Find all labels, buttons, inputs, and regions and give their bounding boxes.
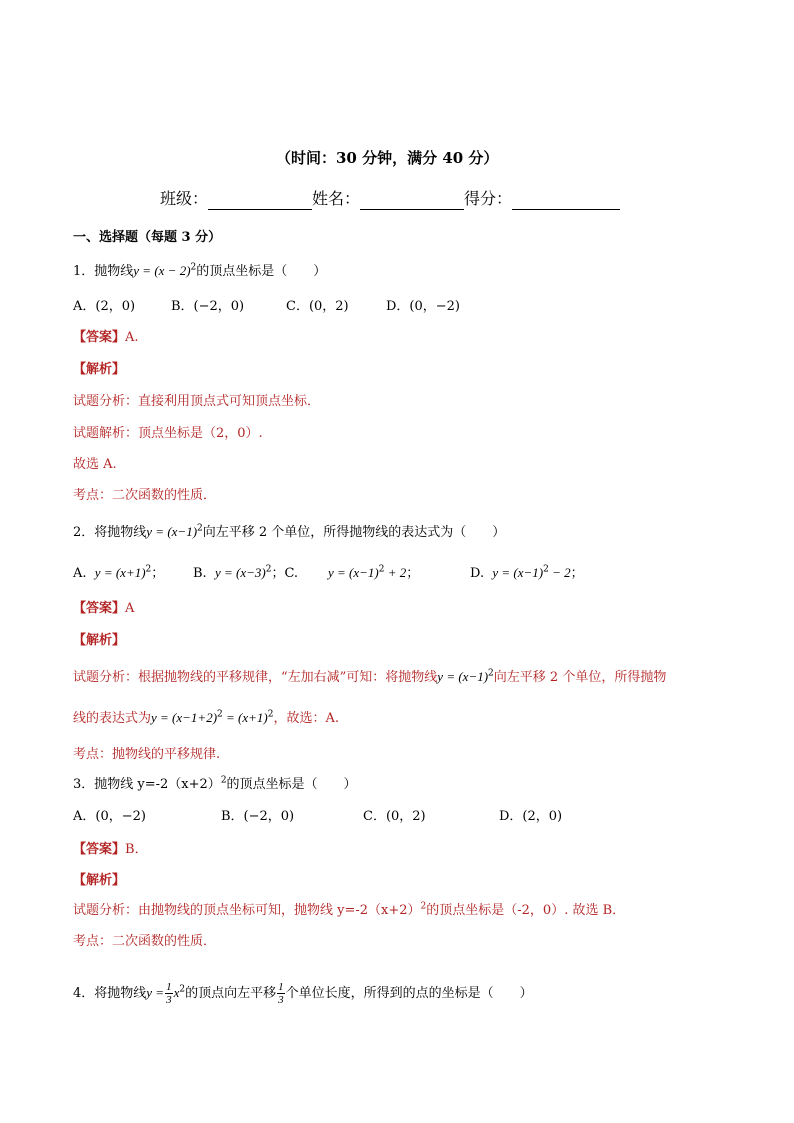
- q4-stem: [73, 978, 533, 1009]
- q2-stem-text: 2．将抛物线: [73, 525, 147, 540]
- q4-stem-text-end: 个单位长度，所得到的点的坐标是（ ）: [285, 986, 533, 1001]
- q2-stem: [73, 523, 505, 542]
- q4-fraction-shift: $\frac{1}{3}$: [278, 981, 284, 1006]
- student-info-row: [160, 188, 620, 210]
- q3-exponent: 2: [220, 775, 227, 786]
- class-field[interactable]: [208, 193, 312, 210]
- q1-answer-value: A.: [125, 330, 139, 345]
- q1-option-b: B．(−2，0): [171, 299, 245, 314]
- q1-option-c: C．(0，2): [286, 299, 349, 314]
- q2-answer: [73, 600, 134, 618]
- section-title: 一、选择题（每题 3 分）: [73, 230, 222, 245]
- q2-option-c: $y = (x-1)^2 + 2$；: [328, 564, 420, 581]
- q1-analysis-tag: 【解析】: [73, 362, 126, 377]
- q1-option-d: D．(0，−2): [386, 299, 461, 314]
- q2-stem-text-end: 向左平移 2 个单位，所得抛物线的表达式为（ ）: [202, 525, 506, 540]
- q1-answer-tag: 【答案】: [73, 330, 126, 345]
- q1-analysis-2: 试题解析：顶点坐标是（2，0）.: [73, 426, 263, 441]
- q3-answer-value: B．: [125, 842, 148, 857]
- q2-exponent: 2: [197, 523, 203, 534]
- q2-option-d: D. $y = (x-1)^2 - 2$；: [470, 564, 584, 581]
- q2-point: 考点：抛物线的平移规律.: [73, 747, 221, 762]
- q4-exponent: 2: [179, 984, 186, 995]
- q1-stem: [73, 262, 326, 281]
- q3-option-c: C．(0，2): [363, 809, 426, 824]
- q3-stem-text-end: 的顶点坐标是（ ）: [226, 777, 357, 792]
- q1-answer: [73, 329, 139, 347]
- q1-formula: y = (x − 2): [133, 263, 191, 278]
- q4-formula-x: x: [173, 985, 180, 1000]
- score-label: 得分：: [464, 189, 513, 208]
- time-info: （时间：30 分钟，满分 40 分）: [276, 149, 499, 167]
- q2-answer-tag: 【答案】: [73, 601, 126, 616]
- q1-stem-text: 1．抛物线: [73, 264, 134, 279]
- q1-stem-text-end: 的顶点坐标是（ ）: [196, 264, 327, 279]
- q2-option-b: B. $y = (x-3)^2$；C.: [193, 564, 299, 581]
- name-label: 姓名：: [312, 189, 361, 208]
- q3-stem-text: 3．抛物线 y=-2（x+2）: [73, 777, 221, 792]
- q3-point: 考点：二次函数的性质．: [73, 934, 217, 949]
- q4-stem-text: 4．将抛物线: [73, 986, 147, 1001]
- q1-option-a: A．(2，0): [73, 299, 136, 314]
- q3-option-d: D．(2，0): [499, 809, 563, 824]
- q2-analysis-2: 线的表达式为$y = (x-1+2)^2 = (x+1)^2$，故选：A.: [73, 709, 340, 726]
- q1-choose: 故选 A.: [73, 457, 117, 472]
- q3-option-a: A．(0，−2): [73, 809, 146, 824]
- q3-analysis-tag: 【解析】: [73, 873, 126, 888]
- q1-analysis-1: 试题分析：直接利用顶点式可知顶点坐标．: [73, 394, 321, 409]
- q1-exponent: 2: [190, 262, 197, 273]
- score-field[interactable]: [512, 193, 620, 210]
- q2-analysis-1: 试题分析：根据抛物线的平移规律，“左加右减”可知：将抛物线$y = (x-1)^2$向左平移 2 个单位，所得抛物: [73, 668, 667, 685]
- q3-answer: [73, 841, 148, 859]
- q3-option-b: B．(−2，0): [221, 809, 295, 824]
- name-field[interactable]: [360, 193, 464, 210]
- q1-point: 考点：二次函数的性质．: [73, 488, 217, 503]
- q4-fraction: $\frac{1}{3}$: [166, 981, 172, 1006]
- q4-formula-y: y =: [146, 985, 165, 1000]
- q3-stem: [73, 776, 357, 794]
- q3-answer-tag: 【答案】: [73, 842, 126, 857]
- q4-stem-text-mid: 的顶点向左平移: [185, 986, 277, 1001]
- q2-formula: y = (x−1): [146, 524, 198, 539]
- q2-answer-value: A: [125, 601, 135, 616]
- q3-analysis: 试题分析：由抛物线的顶点坐标可知，抛物线 $y=-2(x+2)^2$的顶点坐标是（-2，0）. 故选 B．: [73, 901, 626, 918]
- class-label: 班级：: [160, 189, 209, 208]
- q2-analysis-tag: 【解析】: [73, 633, 126, 648]
- q2-option-a: A. $y = (x+1)^2$；: [73, 564, 165, 581]
